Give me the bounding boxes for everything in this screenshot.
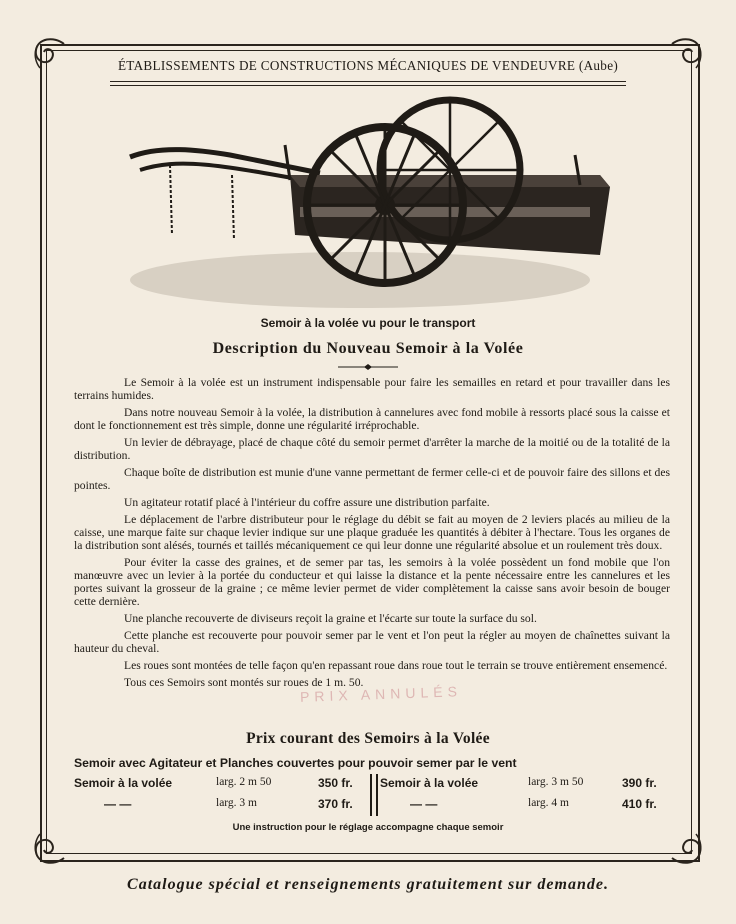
width-label: larg. 4 m: [528, 797, 569, 809]
description-paragraph: Un levier de débrayage, placé de chaque côté du semoir permet d'arrêter la marche de la moitié ou de la totalité de la distribution.: [74, 436, 670, 462]
price-list-subtitle: Semoir avec Agitateur et Planches couvertes pour pouvoir semer par le vent: [74, 756, 517, 770]
description-paragraph: Tous ces Semoirs sont montés sur roues de 1 m. 50.: [124, 676, 364, 689]
width-label: larg. 2 m 50: [216, 776, 272, 788]
price-column-divider: [370, 774, 378, 816]
header-rule: [110, 85, 626, 86]
instruction-note: Une instruction pour le réglage accompagne chaque semoir: [232, 822, 504, 833]
price-value: 410 fr.: [622, 797, 657, 811]
corner-ornament-icon: [30, 830, 68, 868]
price-value: 350 fr.: [318, 776, 353, 790]
width-label: larg. 3 m: [216, 797, 257, 809]
model-label: — —: [410, 797, 438, 811]
description-paragraph: Dans notre nouveau Semoir à la volée, la distribution à cannelures avec fond mobile à ressorts placé sous la caisse et dont le fonctionnement est très simple, donne une régularité irréprochable.: [74, 406, 670, 432]
corner-ornament-icon: [668, 830, 706, 868]
description-paragraph: Pour éviter la casse des graines, et de semer par tas, les semoirs à la volée possèdent un fond mobile que l'on manœuvre avec un levier à la portée du conducteur et qui laisse la distance et la pente nécessaire entre les cannelures et les portes suivant la grosseur de la graine ; ce même levier permet de vider complètement la caisse sans avoir besoin de bouger cette dernière.: [74, 556, 670, 608]
divider-ornament-icon: [338, 362, 398, 372]
model-label: Semoir à la volée: [74, 776, 173, 790]
description-paragraph: Un agitateur rotatif placé à l'intérieur du coffre assure une distribution parfaite.: [124, 496, 490, 509]
description-paragraph: Cette planche est recouverte pour pouvoir semer par le vent et l'on peut la régler au moyen de chaînettes suivant la hauteur du cheval.: [74, 629, 670, 655]
description-body: [74, 376, 670, 693]
price-value: 390 fr.: [622, 776, 657, 790]
model-label: — —: [104, 797, 132, 811]
illustration-caption: Semoir à la volée vu pour le transport: [260, 316, 476, 330]
description-paragraph: Une planche recouverte de diviseurs reçoit la graine et l'écarte sur toute la surface du sol.: [124, 612, 537, 625]
catalogue-footer: Catalogue spécial et renseignements gratuitement sur demande.: [127, 876, 609, 893]
company-header: ÉTABLISSEMENTS DE CONSTRUCTIONS MÉCANIQUES DE VENDEUVRE (Aube): [117, 58, 619, 73]
description-paragraph: Chaque boîte de distribution est munie d'une vanne permettant de fermer celle-ci et de pouvoir faire des sillons et des pointes.: [74, 466, 670, 492]
width-label: larg. 3 m 50: [528, 776, 584, 788]
model-label: Semoir à la volée: [380, 776, 479, 790]
price-list-title: Prix courant des Semoirs à la Volée: [246, 730, 490, 747]
description-paragraph: Le déplacement de l'arbre distributeur pour le réglage du débit se fait au moyen de 2 leviers placés au milieu de la caisse, une marque faite sur chaque levier indique sur une plaque graduée les quantités à débiter à l'hectare. Tous les organes de la distribution sont alésés, tournés et taillés mécaniquement ce qui leur donne une régularité absolue et un roulement très doux.: [74, 513, 670, 552]
description-title: Description du Nouveau Semoir à la Volée: [212, 340, 524, 357]
description-paragraph: Le Semoir à la volée est un instrument indispensable pour faire les semailles en retard et pour travailler dans les terrains humides.: [74, 376, 670, 402]
header-rule: [110, 81, 626, 82]
seeder-illustration: [120, 95, 620, 315]
price-cancelled-stamp: PRIX ANNULÉS: [299, 683, 463, 705]
description-paragraph: Les roues sont montées de telle façon qu'en repassant roue dans roue tout le terrain se trouve entièrement ensemencé.: [124, 659, 668, 672]
price-value: 370 fr.: [318, 797, 353, 811]
